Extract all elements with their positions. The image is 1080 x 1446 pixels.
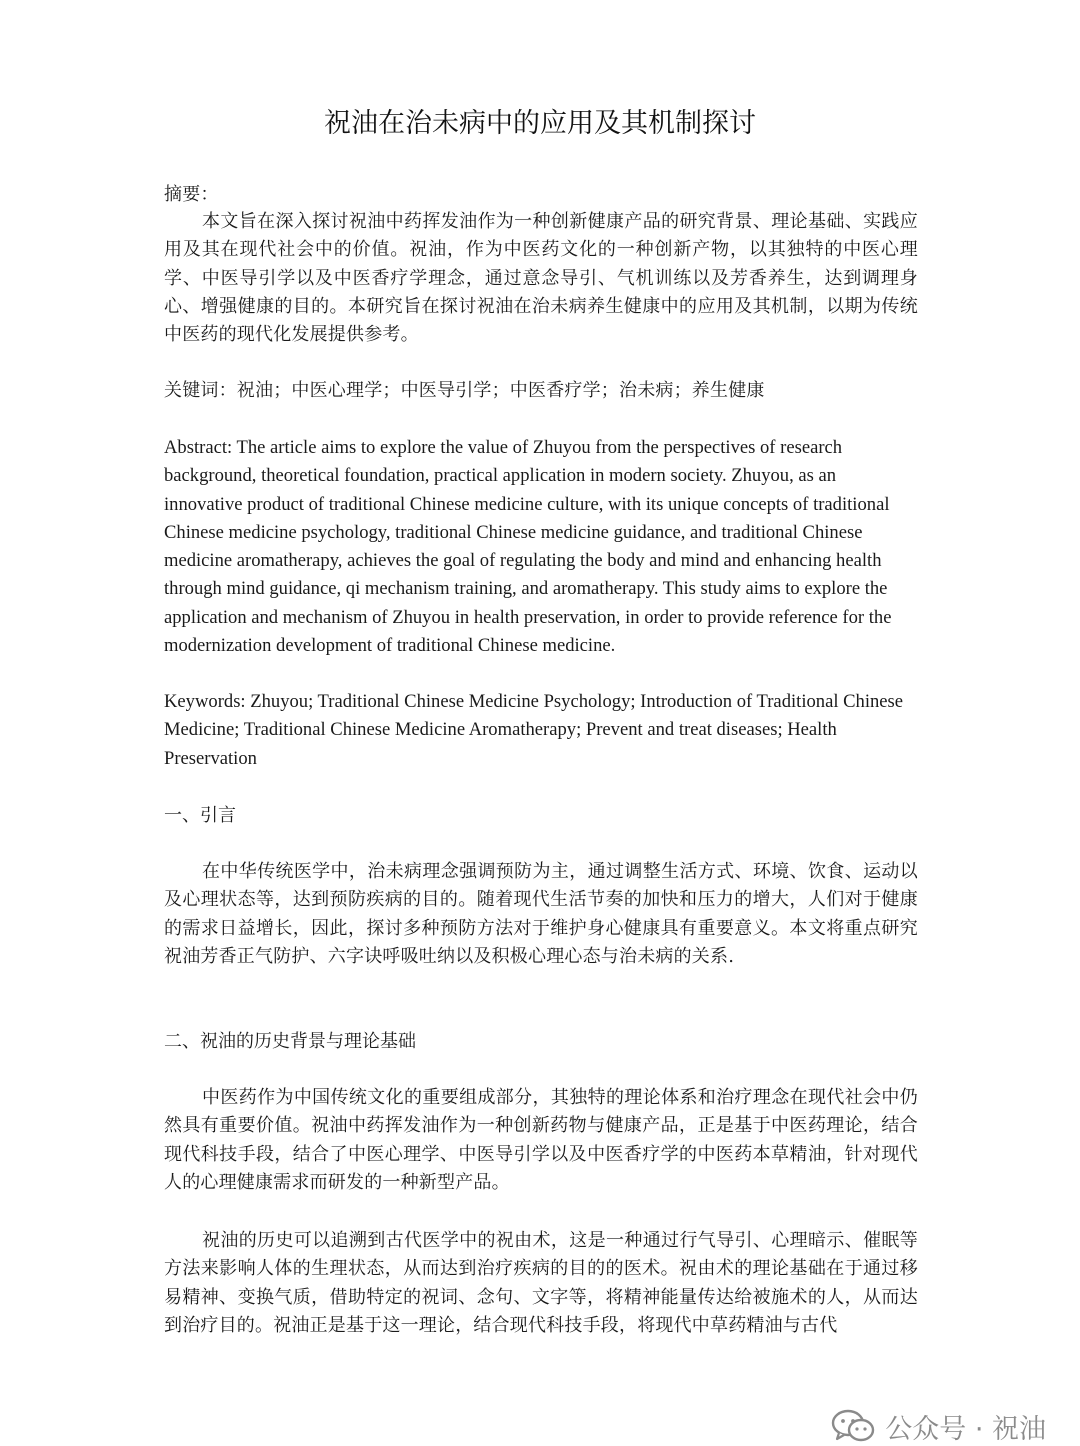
abstract-cn-label: 摘要： <box>164 184 219 205</box>
section2-paragraph-2: 祝油的历史可以追溯到古代医学中的祝由术，这是一种通过行气导引、心理暗示、催眠等方法来影响人体的生理状态，从而达到治疗疾病的目的的医术。祝由术的理论基础在于通过移易精神、变换气质，借助特定的祝词、念句、文字等，将精神能量传达给被施术的人，从而达到治疗目的。祝油正是基于这一理论，结合现代科技手段，将现代中草药精油与古代 <box>164 1230 918 1336</box>
abstract-cn: 本文旨在深入探讨祝油中药挥发油作为一种创新健康产品的研究背景、理论基础、实践应用及其在现代社会中的价值。祝油，作为中医药文化的一种创新产物，以其独特的中医心理学、中医导引学以及中医香疗学理念，通过意念导引、气机训练以及芳香养生，达到调理身心、增强健康的目的。本研究旨在探讨祝油在治未病养生健康中的应用及其机制，以期为传统中医药的现代化发展提供参考。 <box>164 211 918 346</box>
section1-paragraph: 在中华传统医学中，治未病理念强调预防为主，通过调整生活方式、环境、饮食、运动以及心理状态等，达到预防疾病的目的。随着现代生活节奏的加快和压力的增大，人们对于健康的需求日益增长，因此，探讨多种预防方法对于维护身心健康具有重要意义。本文将重点研究祝油芳香正气防护、六字诀呼吸吐纳以及积极心理心态与治未病的关系. <box>164 861 918 967</box>
section2-paragraph-1: 中医药作为中国传统文化的重要组成部分，其独特的理论体系和治疗理念在现代社会中仍然具有重要价值。祝油中药挥发油作为一种创新药物与健康产品，正是基于中医药理论，结合现代科技手段，结合了中医心理学、中医导引学以及中医香疗学的中医药本草精油，针对现代人的心理健康需求而研发的一种新型产品。 <box>164 1087 918 1193</box>
wechat-icon <box>831 1409 875 1443</box>
section1-heading: 一、引言 <box>164 805 236 826</box>
section2-heading: 二、祝油的历史背景与理论基础 <box>164 1031 416 1052</box>
watermark-text: 公众号 · 祝油 <box>885 1413 1046 1445</box>
abstract-en: Abstract: The article aims to explore the value of Zhuyou from the perspectives of research background, theoretical foundation, practical application in modern society. Zhuyou, as an innovative product of traditional Chinese medicine culture, with its unique concepts of traditional Chinese medicine psychology, traditional Chinese medicine guidance, and traditional Chinese medicine aromatherapy, achieves the goal of regulating the body and mind and enhancing health through mind guidance, qi mechanism training, and aromatherapy. This study aims to explore the application and mechanism of Zhuyou in health preservation, in order to provide reference for the modernization development of traditional Chinese medicine. <box>164 437 892 657</box>
keywords-cn: 关键词：祝油；中医心理学；中医导引学；中医香疗学；治未病；养生健康 <box>164 380 765 401</box>
wechat-watermark <box>831 1406 1046 1446</box>
paper-title: 祝油在治未病中的应用及其机制探讨 <box>324 108 756 139</box>
keywords-en: Keywords: Zhuyou; Traditional Chinese Medicine Psychology; Introduction of Traditional Chinese Medicine; Traditional Chinese Medicine Aromatherapy; Prevent and treat diseases; Health Preservation <box>164 691 904 769</box>
